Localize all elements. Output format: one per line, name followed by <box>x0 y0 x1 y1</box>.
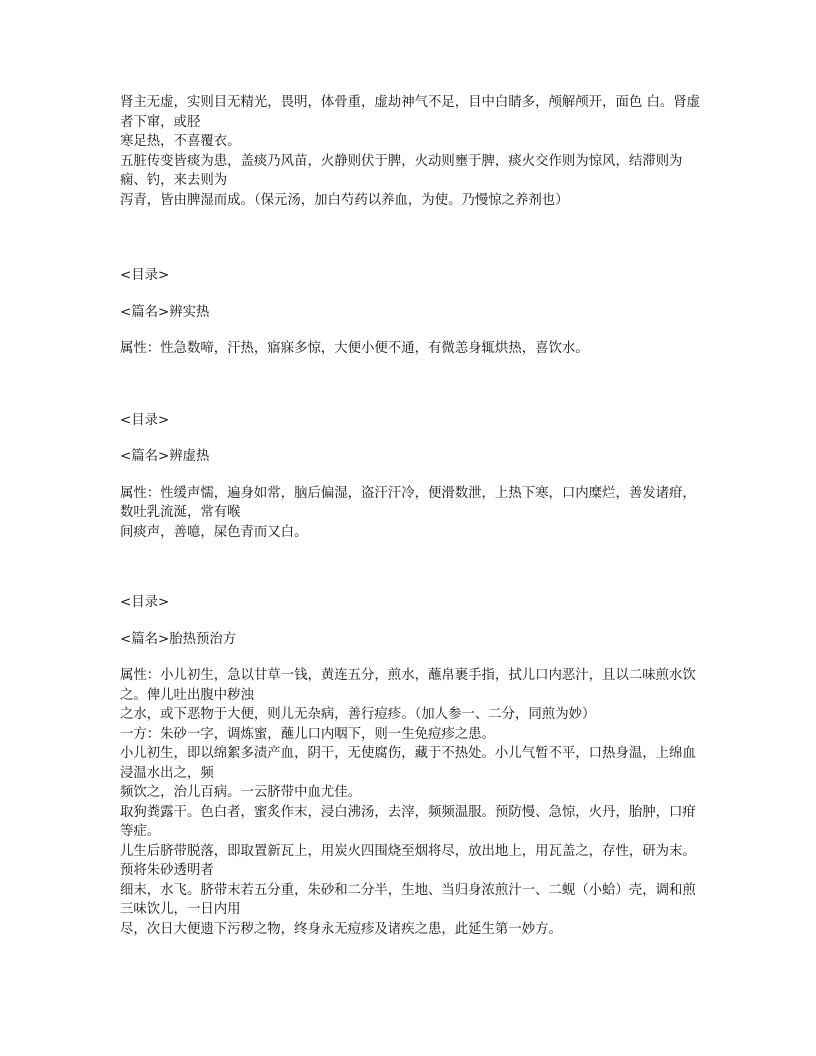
text-line: 尽，次日大便遗下污秽之物，终身永无痘疹及诸疾之患，此延生第一妙方。 <box>120 921 562 937</box>
text-line: 间痰声，善噫，屎色青而又白。 <box>120 524 308 540</box>
intro-paragraph-1 <box>120 93 704 132</box>
text-line: 属性：性缓声懦，遍身如常，脑后偏湿，盗汗汗冷，便滑数泄，上热下寒，口内糜烂，善发诸疳，数吐乳流涎，常有喉 <box>120 485 696 520</box>
toc-marker: <目录> <box>120 595 170 610</box>
text-line: 儿生后脐带脱落，即取置新瓦上，用炭火四围烧至烟将尽，放出地上，用瓦盖之，存性，研为末。预将朱砂透明者 <box>120 843 696 878</box>
text-line: 寒足热，不喜覆衣。 <box>120 134 241 149</box>
document-page <box>120 93 704 939</box>
section-body <box>120 339 704 359</box>
text-line: 取狗粪露干。色白者，蜜炙作末，浸白沸汤，去滓，频频温服。预防慢、急惊，火丹，胎肿，口疳等症。 <box>120 804 696 839</box>
text-line: 属性：小儿初生，急以甘草一钱，黄连五分，煎水，蘸帛裹手指，拭儿口内恶汁，且以二味煎水饮之。俾儿吐出腹中秽浊 <box>120 668 696 703</box>
text-line: 频饮之，治儿百病。一云脐带中血尤佳。 <box>120 785 362 800</box>
section-title: <篇名>辨虚热 <box>120 449 210 464</box>
text-line: 五脏传变皆痰为患，盖痰乃风苗，火静则伏于脾，火动则壅于脾，痰火交作则为惊风，结滞则为痫、钓，来去则为 <box>120 153 683 188</box>
section-title: <篇名>胎热预治方 <box>120 631 237 647</box>
intro-paragraph-2 <box>120 152 704 191</box>
toc-marker: <目录> <box>120 412 170 428</box>
text-line: 属性：性急数啼，汗热，寤寐多惊，大便小便不通，有微恙身辄烘热，喜饮水。 <box>120 341 589 356</box>
text-line: 细末，水飞。脐带末若五分重，朱砂和二分半，生地、当归身浓煎汁一、二蚬（小蛤）壳，调和煎三味饮儿，一日内用 <box>120 882 696 917</box>
text-line: 肾主无虚，实则目无精光，畏明，体骨重，虚劫神气不足，目中白睛多，颅解颅开，面色 白。肾虚者下窜，或胫 <box>120 95 701 130</box>
section-title: <篇名>辨实热 <box>120 304 210 320</box>
text-line: 泻青，皆由脾湿而成。（保元汤，加白芍药以养血，为使。乃慢惊之养剂也） <box>120 192 569 208</box>
section-body <box>120 484 704 543</box>
text-line: 小儿初生，即以绵絮多渍产血，阴干，无使腐伤，藏于不热处。小儿气暂不平，口热身温，上绵血浸温水出之，频 <box>120 746 696 781</box>
toc-marker: <目录> <box>120 268 170 283</box>
section-body <box>120 666 704 939</box>
text-line: 之水，或下恶物于大便，则儿无杂病，善行痘疹。（加人参一、二分，同煎为妙） <box>120 707 596 722</box>
text-line: 一方：朱砂一字，调炼蜜，蘸儿口内咽下，则一生免痘疹之患。 <box>120 726 495 742</box>
